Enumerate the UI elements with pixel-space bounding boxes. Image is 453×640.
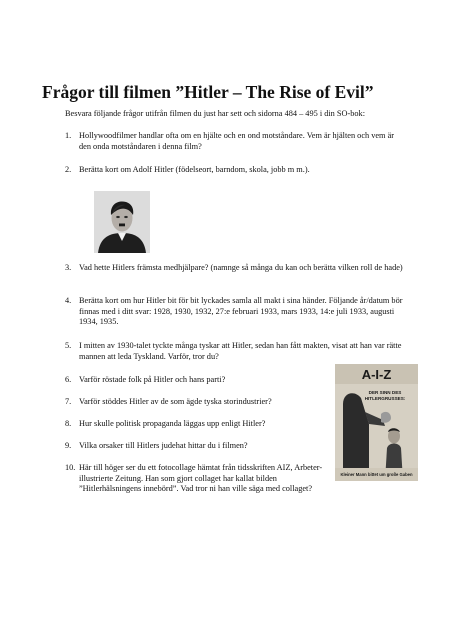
question-text: I mitten av 1930-talet tyckte många tyskar att Hitler, sedan han fått makten, visat att han var rätte mannen att leda Tyskland. Varför, tror du? — [79, 341, 402, 361]
question-10 — [65, 463, 333, 495]
question-number: 1. — [65, 131, 72, 140]
question-3 — [65, 263, 403, 274]
question-text: Här till höger ser du ett fotocollage hämtat från tidsskriften AIZ, Arbeter-illustrierte Zeitung. Han som gjort collaget har kallat bilden ”Hitlerhälsningens innebörd”. Vad tror ni han ville säga med collaget? — [79, 463, 323, 494]
poster-masthead: A-I-Z — [361, 367, 392, 382]
question-text: Hollywoodfilmer handlar ofta om en hjälte och en ond motståndare. Vem är hjälten och vem är den onda motståndaren i denna film? — [79, 131, 395, 151]
question-1 — [65, 131, 403, 152]
question-text: Vad hette Hitlers främsta medhjälpare? (namnge så många du kan och berätta vilken roll de hade) — [79, 263, 403, 272]
hitler-portrait-photo — [94, 191, 150, 253]
page-title: Frågor till filmen ”Hitler – The Rise of Evil” — [42, 82, 374, 102]
intro-text: Besvara följande frågor utifrån filmen du just har sett och sidorna 484 – 495 i din SO-bok: — [65, 109, 366, 118]
question-5 — [65, 341, 403, 362]
portrait-image — [94, 191, 150, 253]
question-number: 10. — [65, 463, 76, 472]
question-number: 9. — [65, 441, 72, 450]
question-4 — [65, 296, 403, 328]
question-text: Varför röstade folk på Hitler och hans parti? — [79, 375, 226, 384]
question-number: 8. — [65, 419, 72, 428]
poster-headline-2: HITLERGRUSSES: — [364, 396, 406, 401]
question-number: 2. — [65, 165, 72, 174]
question-number: 4. — [65, 296, 72, 305]
aiz-photocollage — [335, 364, 418, 481]
poster-headline-1: DER SINN DES — [368, 390, 402, 395]
collage-image — [335, 364, 418, 481]
question-text: Vilka orsaker till Hitlers judehat hittar du i filmen? — [79, 441, 248, 450]
question-text: Berätta kort om Adolf Hitler (födelseort, barndom, skola, jobb m m.). — [79, 165, 310, 174]
question-number: 5. — [65, 341, 72, 350]
question-text: Varför stöddes Hitler av de som ägde tyska storindustrier? — [79, 397, 272, 406]
question-number: 7. — [65, 397, 72, 406]
question-number: 3. — [65, 263, 72, 272]
poster-caption: Kleiner Mann bittet um große Gaben — [340, 472, 413, 477]
question-text: Berätta kort om hur Hitler bit för bit lyckades samla all makt i sina händer. Följande år/datum bör finnas med i ditt svar: 1928, 1930, 1932, 27:e februari 1933, mars 1933, 14:e juli 1933, augusti 1934, 1935. — [79, 296, 403, 327]
question-2 — [65, 165, 403, 176]
question-number: 6. — [65, 375, 72, 384]
question-text: Hur skulle politisk propaganda läggas upp enligt Hitler? — [79, 419, 266, 428]
